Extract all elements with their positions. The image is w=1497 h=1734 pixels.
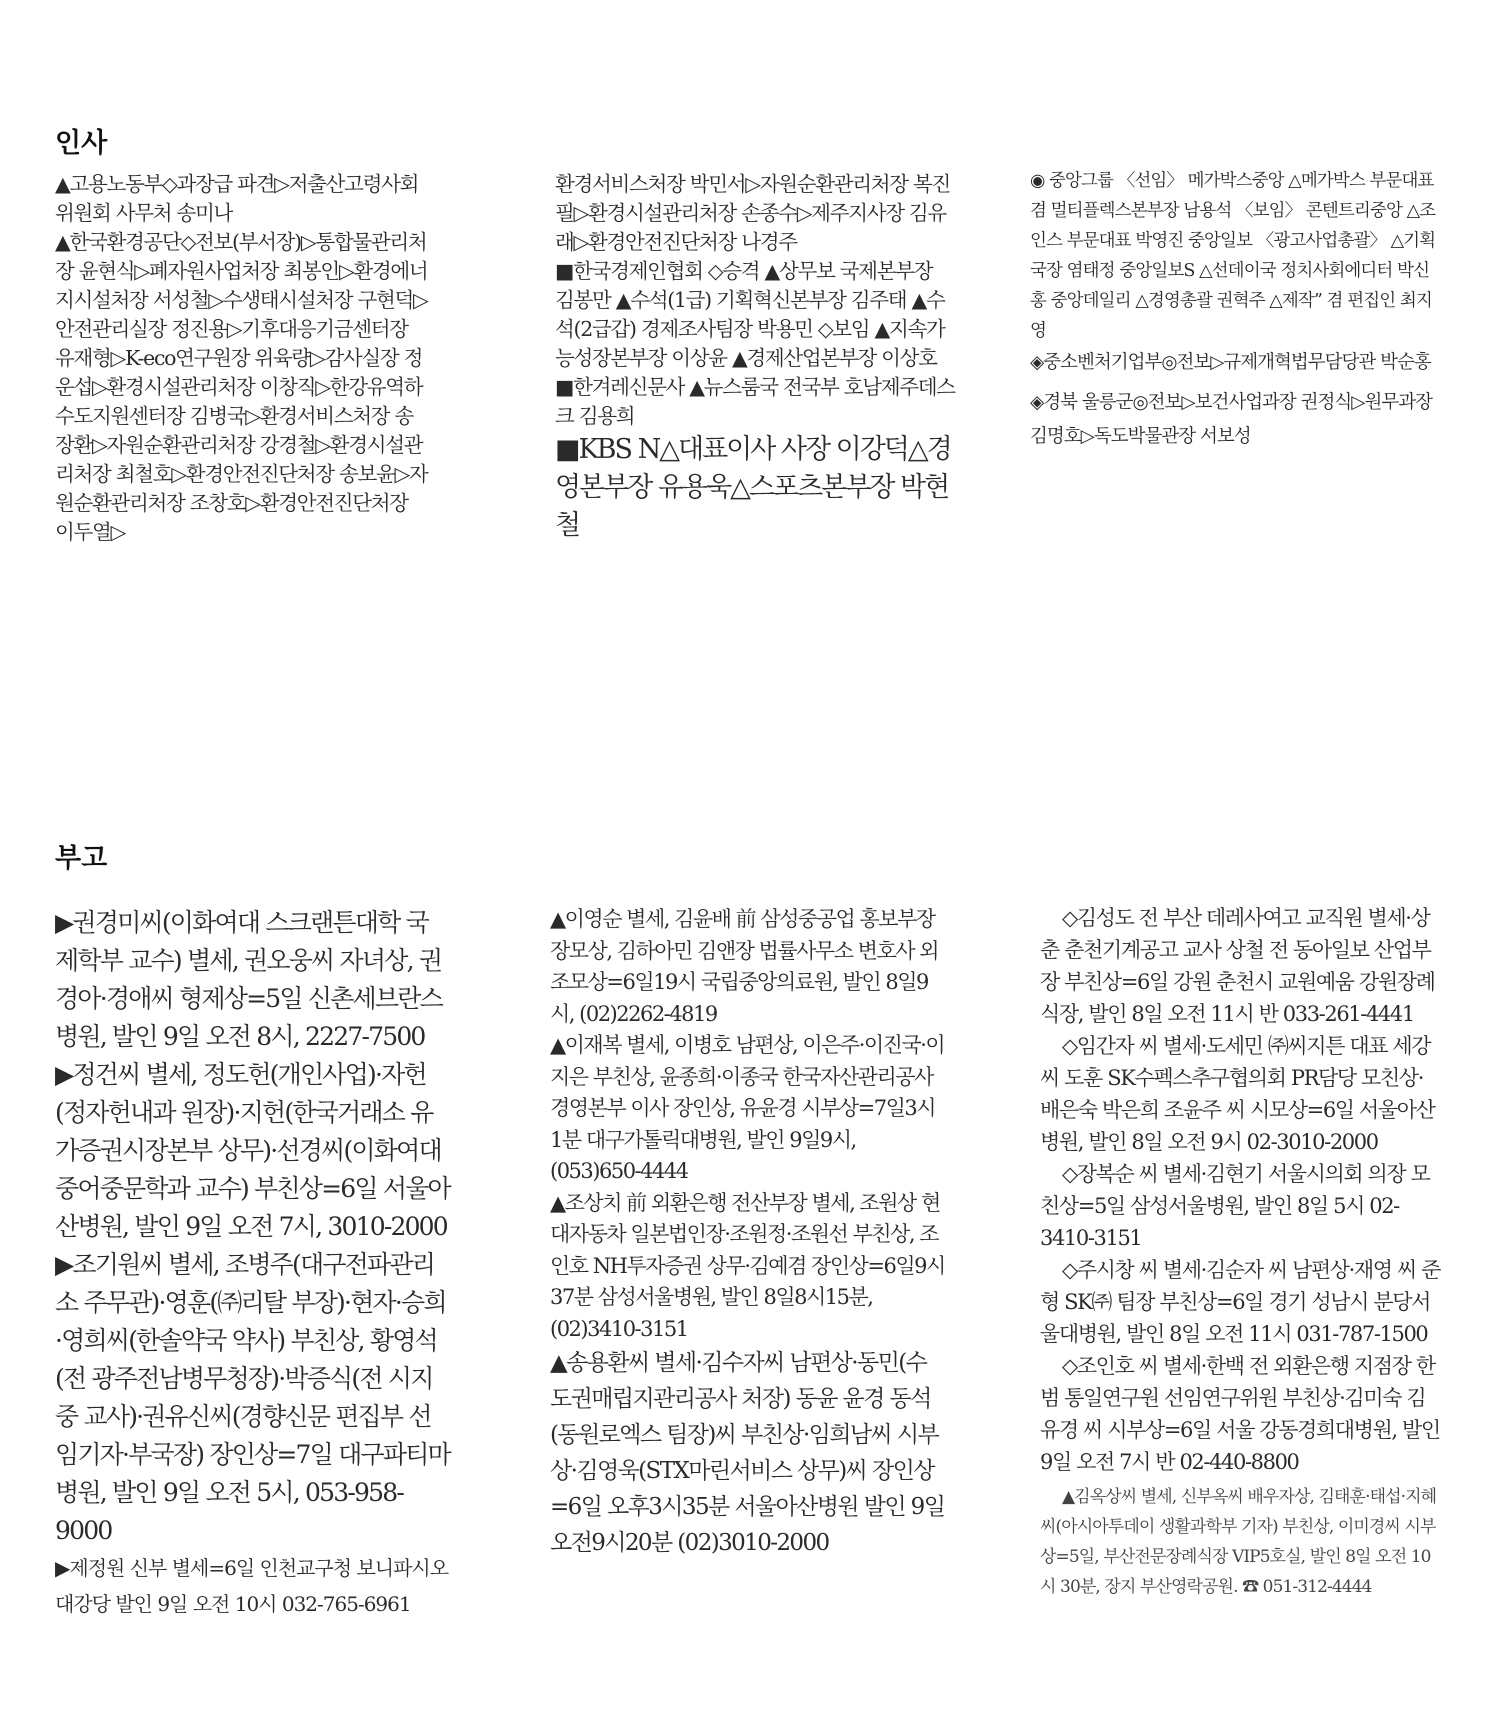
announcement-labor-ministry: ▲고용노동부◇과장급 파견▷저출산고령사회위원회 사무처 송미나	[55, 172, 419, 225]
obituary-kwon-kyungmi: ▶권경미씨(이화여대 스크랜튼대학 국제학부 교수) 별세, 권오웅씨 자녀상, 권경아·경애씨 형제상=5일 신촌세브란스병원, 발인 9일 오전 8시, 2227-7500	[55, 908, 442, 1051]
obituary-kim-sungdo: ◇김성도 전 부산 데레사여고 교직원 별세·상춘 춘천기계공고 교사 상철 전 동아일보 산업부장 부친상=6일 강원 춘천시 교원예움 강원장례식장, 발인 8일 오전 11시 반 033-261-4441	[1040, 906, 1435, 1026]
bugo-column-1	[55, 904, 450, 1622]
bugo-column-2	[550, 904, 945, 1561]
obituary-jang-boksoon: ◇장복순 씨 별세·김현기 서울시의회 의장 모친상=5일 삼성서울병원, 발인 8일 5시 02-3410-3151	[1040, 1162, 1430, 1250]
insa-column-3	[1030, 166, 1440, 454]
announcement-mss: ◈중소벤처기업부◎전보▷규제개혁법무담당관 박순홍	[1030, 352, 1431, 373]
announcement-k-eco-cont: 환경서비스처장 박민서▷자원순환관리처장 복진필▷환경시설관리처장 손종수▷제주지사장 김유래▷환경안전진단처장 나경주	[555, 172, 950, 254]
obituary-jo-inho: ◇조인호 씨 별세·한백 전 외환은행 지점장 한범 통일연구원 선임연구위원 부친상·김미숙 김유경 씨 시부상=6일 서울 강동경희대병원, 발인 9일 오전 7시 반 02-440-8800	[1040, 1354, 1440, 1474]
obituary-jung-gun: ▶정건씨 별세, 정도헌(개인사업)·자헌(정자헌내과 원장)·지헌(한국거래소 유가증권시장본부 상무)·선경씨(이화여대 중어중문학과 교수) 부친상=6일 서울아산병원, 발인 9일 오전 7시, 3010-2000	[55, 1060, 450, 1241]
bugo-column-3	[1040, 902, 1440, 1602]
announcement-kbsn: ■KBS N△대표이사 사장 이강덕△경영본부장 유용욱△스포츠본부장 박현철	[555, 434, 951, 541]
announcement-hankyoreh: ■한겨레신문사 ▲뉴스룸국 전국부 호남제주데스크 김용희	[555, 375, 955, 428]
announcement-fki: ■한국경제인협회 ◇승격 ▲상무보 국제본부장 김봉만 ▲수석(1급) 기획혁신본부장 김주태 ▲수석(2급갑) 경제조사팀장 박용민 ◇보임 ▲지속가능성장본부장 이상윤 ▲경제산업본부장 이상호	[555, 259, 945, 370]
obituary-song-yonghwan: ▲송용환씨 별세·김수자씨 남편상·동민(수도권매립지관리공사 처장) 동윤 윤경 동석(동원로엑스 팀장)씨 부친상·임희남씨 시부상·김영욱(STX마린서비스 상무)씨 장인상=6일 오후3시35분 서울아산병원 발인 9일 오전9시20분 (02)3010-2000	[550, 1350, 945, 1556]
obituary-lim-ganja: ◇임간자 씨 별세·도세민 ㈜씨지튼 대표 세강 씨 도훈 SK수펙스추구협의회 PR담당 모친상·배은숙 박은희 조윤주 씨 시모상=6일 서울아산병원, 발인 8일 오전 9시 02-3010-2000	[1040, 1034, 1435, 1154]
insa-column-1	[55, 170, 430, 547]
obituary-je-jeongwon: ▶제정원 신부 별세=6일 인천교구청 보니파시오대강당 발인 9일 오전 10시 032-765-6961	[55, 1556, 449, 1616]
announcement-joongang: ◉ 중앙그룹 〈선임〉 메가박스중앙 △메가박스 부문대표 겸 멀티플렉스본부장 남용석 〈보임〉 콘텐트리중앙 △조인스 부문대표 박영진 중앙일보 〈광고사업총괄〉 △기획국장 염태정 중앙일보S △선데이국 정치사회에디터 박신홍 중앙데일리 △경영총괄 권혁주 △제작” 겸 편집인 최지영	[1030, 171, 1436, 341]
insa-column-2	[555, 170, 955, 545]
announcement-k-eco: ▲한국환경공단◇전보(부서장)▷통합물관리처장 윤현식▷폐자원사업처장 최봉인▷환경에너지시설처장 서성철▷수생태시설처장 구현덕▷안전관리실장 정진용▷기후대응기금센터장 유재형▷K-eco연구원장 위육량▷감사실장 정운섭▷환경시설관리처장 이창직▷한강유역하수도지원센터장 김병국▷환경서비스처장 송장환▷자원순환관리처장 강경철▷환경시설관리처장 최철호▷환경안전진단처장 송보윤▷자원순환관리처장 조창호▷환경안전진단처장 이두열▷	[55, 230, 428, 544]
obituary-kim-oksang: ▲김옥상씨 별세, 신부옥씨 배우자상, 김태훈·태섭·지혜씨(아시아투데이 생활과학부 기자) 부친상, 이미경씨 시부상=5일, 부산전문장례식장 VIP5호실, 발인 8일 오전 10시 30분, 장지 부산영락공원. ☎ 051-312-4444	[1040, 1487, 1437, 1597]
obituary-ju-sichang: ◇주시창 씨 별세·김순자 씨 남편상·재영 씨 준형 SK㈜ 팀장 부친상=6일 경기 성남시 분당서울대병원, 발인 8일 오전 11시 031-787-1500	[1040, 1258, 1441, 1346]
announcement-ulleung: ◈경북 울릉군◎전보▷보건사업과장 권정식▷원무과장 김명호▷독도박물관장 서보성	[1030, 392, 1433, 447]
section-title-bugo: 부고	[55, 843, 108, 874]
obituary-jo-giwon: ▶조기원씨 별세, 조병주(대구전파관리소 주무관)·영훈(㈜리탈 부장)·현자·승희·영희씨(한솔약국 약사) 부친상, 황영석(전 광주전남병무청장)·박증식(전 시지중 교사)·권유신씨(경향신문 편집부 선임기자·부국장) 장인상=7일 대구파티마병원, 발인 9일 오전 5시, 053-958-9000	[55, 1250, 450, 1545]
obituary-lee-jaebok: ▲이재복 별세, 이병호 남편상, 이은주·이진국·이지은 부친상, 윤종희·이종국 한국자산관리공사 경영본부 이사 장인상, 유윤경 시부상=7일3시1분 대구가톨릭대병원, 발인 9일9시, (053)650-4444	[550, 1033, 945, 1183]
obituary-lee-youngsoon: ▲이영순 별세, 김윤배 前 삼성중공업 홍보부장 장모상, 김하아민 김앤장 법률사무소 변호사 외조모상=6일19시 국립중앙의료원, 발인 8일9시, (02)2262-4819	[550, 907, 938, 1026]
section-title-insa: 인사	[55, 128, 108, 159]
obituary-jo-sangchi: ▲조상치 前 외환은행 전산부장 별세, 조원상 현대자동차 일본법인장·조원정·조원선 부친상, 조인호 NH투자증권 상무·김예겸 장인상=6일9시37분 삼성서울병원, 발인 8일8시15분, (02)3410-3151	[550, 1190, 945, 1341]
